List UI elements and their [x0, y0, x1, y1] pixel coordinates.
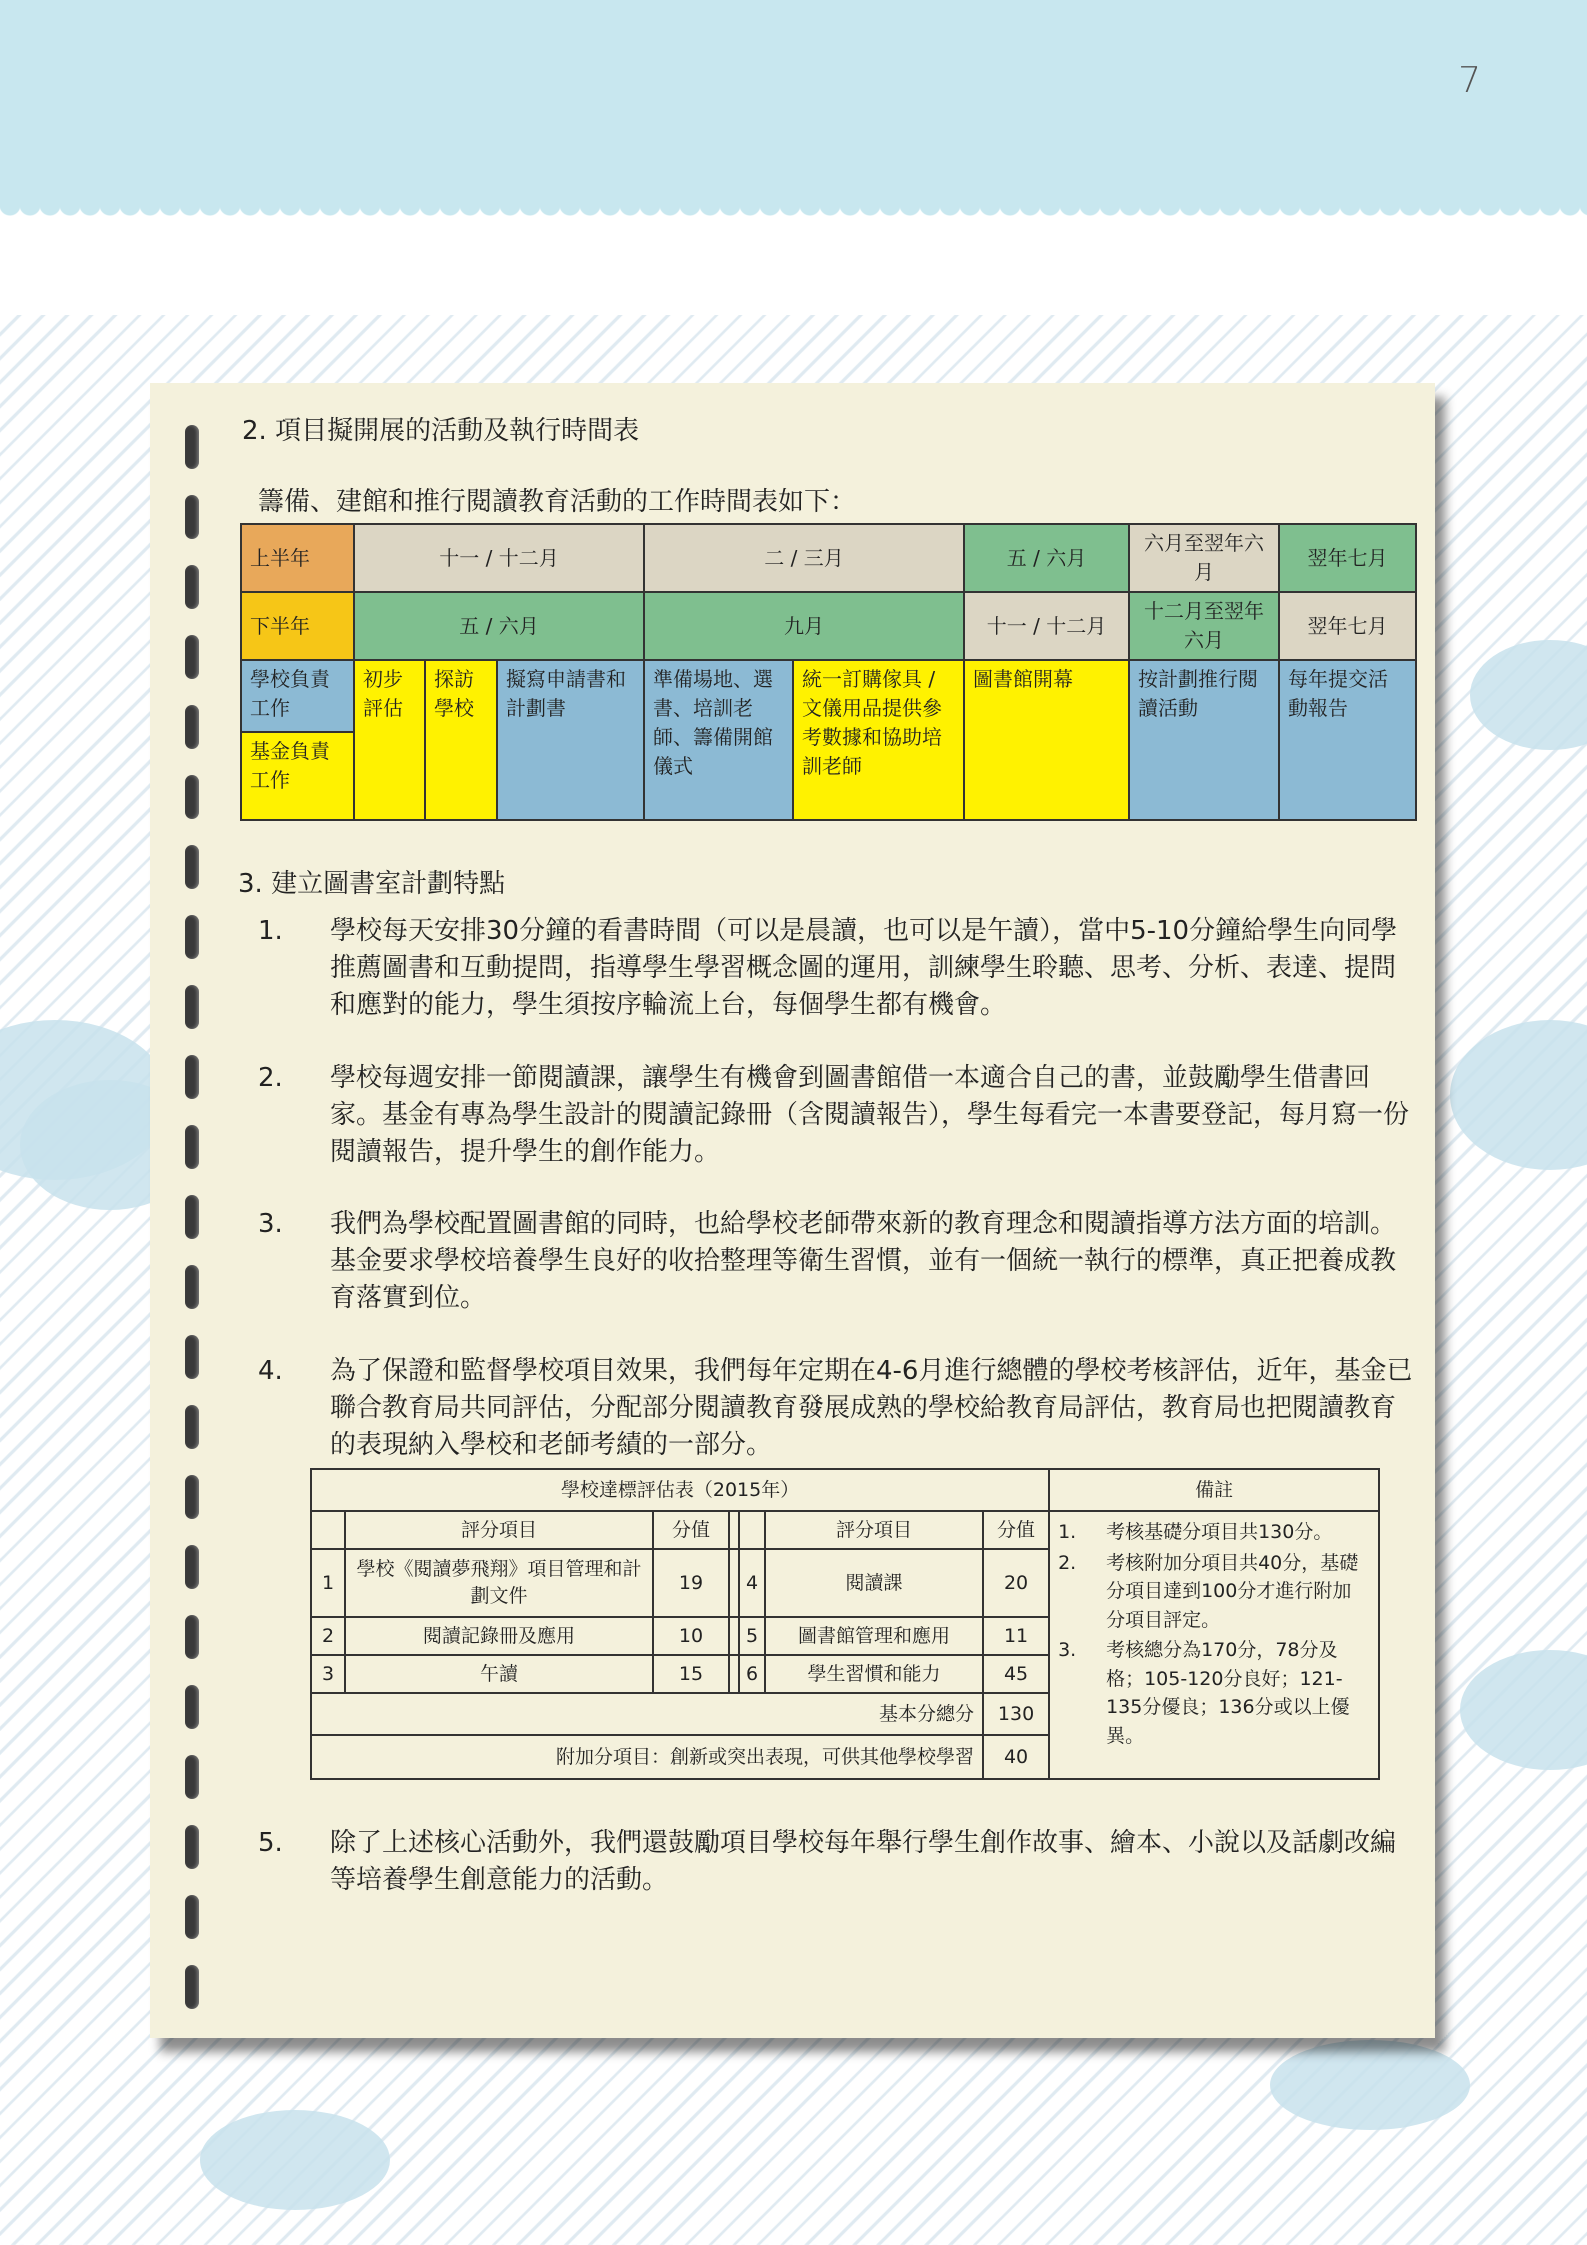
binder-hole [185, 1125, 199, 1169]
schedule-cell: 六月至翌年六月 [1129, 524, 1279, 592]
basic-total-score: 130 [983, 1693, 1049, 1735]
binder-hole [185, 1895, 199, 1939]
schedule-cell: 翌年七月 [1279, 524, 1416, 592]
binder-hole [185, 1965, 199, 2009]
item-number: 3. [258, 1209, 283, 1240]
evaluation-score: 15 [653, 1655, 729, 1693]
binder-hole [185, 1195, 199, 1239]
divider-cell [729, 1655, 739, 1693]
binder-hole [185, 565, 199, 609]
list-item [258, 1206, 1418, 1317]
binder-hole [185, 1475, 199, 1519]
blank-cell [311, 1511, 345, 1549]
item-number: 4. [258, 1356, 283, 1387]
basic-total-label: 基本分總分 [311, 1693, 983, 1735]
divider-cell [729, 1511, 739, 1549]
section2-intro: 籌備、建館和推行閱讀教育活動的工作時間表如下： [258, 487, 857, 517]
feature-list-tail [258, 1825, 1418, 1935]
notebook-page [150, 383, 1435, 2038]
binder-hole [185, 425, 199, 469]
note-item [1058, 1636, 1370, 1750]
item-text: 我們為學校配置圖書館的同時，也給學校老師帶來新的教育理念和閱讀指導方法方面的培訓。基金要求學校培養學生良好的收拾整理等衛生習慣，並有一個統一執行的標準，真正把養成教育落實到位。 [330, 1209, 1397, 1314]
schedule-cell: 二 / 三月 [644, 524, 964, 592]
list-item [258, 1825, 1418, 1899]
item-text: 為了保證和監督學校項目效果，我們每年定期在4-6月進行總體的學校考核評估，近年，基金已聯合教育局共同評估，分配部分閱讀教育發展成熟的學校給教育局評估，教育局也把閱讀教育的表現納入學校和老師考績的一部分。 [330, 1356, 1413, 1460]
second-half-label: 下半年 [241, 592, 354, 660]
binder-hole [185, 1265, 199, 1309]
row-number: 6 [739, 1655, 765, 1693]
task-cell: 每年提交活動報告 [1279, 660, 1416, 820]
evaluation-score: 10 [653, 1617, 729, 1655]
item-text: 學校每週安排一節閱讀課，讓學生有機會到圖書館借一本適合自己的書，並鼓勵學生借書回家。基金有專為學生設計的閱讀記錄冊（含閱讀報告），學生每看完一本書要登記，每月寫一份閱讀報告，提升學生的創作能力。 [330, 1062, 1410, 1167]
evaluation-item: 閱讀課 [765, 1549, 983, 1617]
header-band [0, 0, 1587, 205]
task-cell: 準備場地、選書、培訓老師、籌備開館儀式 [644, 660, 793, 820]
section2-title: 2. 項目擬開展的活動及執行時間表 [242, 416, 640, 446]
fund-responsibility-label: 基金負責工作 [241, 732, 354, 820]
cloud-right-mid [1450, 1020, 1587, 1170]
evaluation-item: 午讀 [345, 1655, 653, 1693]
binder-hole [185, 1755, 199, 1799]
evaluation-table [310, 1468, 1380, 1780]
binder-hole [185, 775, 199, 819]
note-number: 1. [1058, 1521, 1077, 1543]
remarks-cell [1049, 1511, 1379, 1779]
page-number: 7 [1458, 60, 1481, 101]
item-number: 1. [258, 916, 283, 946]
scalloped-edge [0, 205, 1587, 225]
row-number: 4 [739, 1549, 765, 1617]
binder-hole [185, 845, 199, 889]
list-item [258, 913, 1418, 1024]
cloud-right-low [1460, 1650, 1587, 1770]
schedule-cell: 五 / 六月 [964, 524, 1129, 592]
item-text: 學校每天安排30分鐘的看書時間（可以是晨讀，也可以是午讀），當中5-10分鐘給學生向同學推薦圖書和互動提問，指導學生學習概念圖的運用，訓練學生聆聽、思考、分析、表達、提問和應對的能力，學生須按序輪流上台，每個學生都有機會。 [330, 916, 1398, 1020]
note-number: 3. [1058, 1639, 1077, 1661]
evaluation-item: 學生習慣和能力 [765, 1655, 983, 1693]
evaluation-score: 20 [983, 1549, 1049, 1617]
item-number: 5. [258, 1828, 283, 1858]
binder-hole [185, 495, 199, 539]
first-half-label: 上半年 [241, 524, 354, 592]
binder-hole [185, 985, 199, 1029]
task-cell: 擬寫申請書和計劃書 [497, 660, 644, 820]
evaluation-score: 19 [653, 1549, 729, 1617]
note-text: 考核基礎分項目共130分。 [1106, 1521, 1333, 1543]
schedule-cell: 五 / 六月 [354, 592, 644, 660]
binder-hole [185, 635, 199, 679]
extra-points-score: 40 [983, 1735, 1049, 1779]
row-number: 3 [311, 1655, 345, 1693]
note-number: 2. [1058, 1551, 1077, 1574]
column-header: 評分項目 [765, 1511, 983, 1549]
column-header: 分值 [983, 1511, 1049, 1549]
note-item [1058, 1549, 1370, 1635]
task-cell: 初步評估 [354, 660, 425, 820]
task-cell: 統一訂購傢具 / 文儀用品提供參考數據和協助培訓老師 [793, 660, 964, 820]
task-cell: 按計劃推行閱讀活動 [1129, 660, 1279, 820]
note-text: 考核總分為170分，78分及格；105-120分良好；121-135分優良；136分或以上優異。 [1106, 1639, 1350, 1747]
item-number: 2. [258, 1062, 283, 1093]
cloud-right-top [1470, 640, 1587, 750]
schedule-cell: 十一 / 十二月 [964, 592, 1129, 660]
cloud-bottom-left [200, 2110, 390, 2210]
binder-hole [185, 1545, 199, 1589]
column-header: 評分項目 [345, 1511, 653, 1549]
row-number: 1 [311, 1549, 345, 1617]
list-item [258, 1353, 1418, 1464]
evaluation-score: 45 [983, 1655, 1049, 1693]
schedule-table [240, 523, 1417, 821]
binder-hole [185, 1335, 199, 1379]
remarks-header: 備註 [1049, 1469, 1379, 1511]
task-cell: 探訪學校 [425, 660, 497, 820]
binder-hole [185, 1405, 199, 1449]
binder-hole [185, 915, 199, 959]
feature-list [258, 913, 1418, 1500]
task-cell: 圖書館開幕 [964, 660, 1129, 820]
binder-hole [185, 705, 199, 749]
evaluation-title: 學校達標評估表（2015年） [311, 1469, 1049, 1511]
list-item [258, 1060, 1418, 1171]
extra-points-label: 附加分項目：創新或突出表現，可供其他學校學習 [311, 1735, 983, 1779]
binder-hole [185, 1685, 199, 1729]
schedule-cell: 翌年七月 [1279, 592, 1416, 660]
school-responsibility-label: 學校負責工作 [241, 660, 354, 732]
note-item [1058, 1518, 1370, 1547]
item-text: 除了上述核心活動外，我們還鼓勵項目學校每年舉行學生創作故事、繪本、小說以及話劇改編等培養學生創意能力的活動。 [330, 1828, 1397, 1895]
section3-title: 3. 建立圖書室計劃特點 [238, 869, 506, 899]
evaluation-score: 11 [983, 1617, 1049, 1655]
blank-cell [739, 1511, 765, 1549]
schedule-cell: 十二月至翌年六月 [1129, 592, 1279, 660]
note-text: 考核附加分項目共40分，基礎分項目達到100分才進行附加分項目評定。 [1106, 1551, 1359, 1631]
binder-hole [185, 1055, 199, 1099]
column-header: 分值 [653, 1511, 729, 1549]
binder-hole [185, 1825, 199, 1869]
evaluation-item: 閱讀記錄冊及應用 [345, 1617, 653, 1655]
divider-cell [729, 1549, 739, 1617]
schedule-cell: 九月 [644, 592, 964, 660]
row-number: 2 [311, 1617, 345, 1655]
row-number: 5 [739, 1617, 765, 1655]
evaluation-item: 學校《閱讀夢飛翔》項目管理和計劃文件 [345, 1549, 653, 1617]
binder-hole [185, 1615, 199, 1659]
divider-cell [729, 1617, 739, 1655]
schedule-cell: 十一 / 十二月 [354, 524, 644, 592]
cloud-bottom-right [1270, 2040, 1470, 2130]
evaluation-item: 圖書館管理和應用 [765, 1617, 983, 1655]
